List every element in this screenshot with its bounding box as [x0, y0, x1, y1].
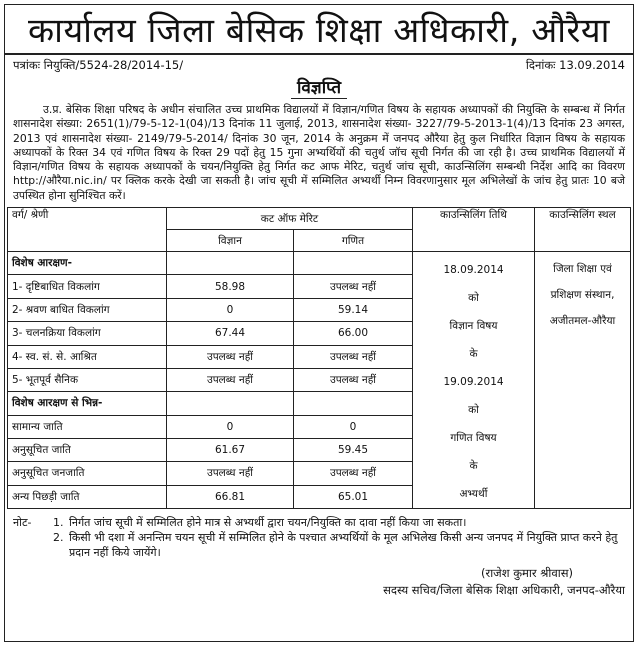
cutoff-table: [7, 207, 631, 509]
note-number: 2.: [53, 531, 64, 545]
row-ganit: उपलब्ध नहीं: [294, 462, 413, 485]
row-vigyan: 61.67: [167, 438, 294, 461]
notice-document: [4, 4, 634, 642]
row-category: 1- दृष्टिबाधित विकलांग: [8, 275, 167, 298]
counselling-date-line: 19.09.2014: [443, 376, 504, 389]
counselling-date-line: को: [468, 404, 479, 417]
header-ganit: गणित: [294, 230, 413, 252]
reference-number: पत्रांकः नियुक्ति/5524-28/2014-15/: [13, 58, 184, 72]
counselling-date-line: विज्ञान विषय: [449, 320, 498, 333]
row-ganit: उपलब्ध नहीं: [294, 275, 413, 298]
office-header: [5, 5, 633, 55]
row-category: विशेष आरक्षण से भिन्न-: [8, 392, 167, 415]
row-category: 5- भूतपूर्व सैनिक: [8, 368, 167, 391]
header-category: वर्ग/ श्रेणी: [8, 208, 167, 252]
counselling-place-line: प्रशिक्षण संस्थान,: [550, 289, 615, 302]
row-category: अनुसूचित जाति: [8, 438, 167, 461]
counselling-date-line: अभ्यर्थी: [459, 488, 488, 501]
row-ganit: 59.14: [294, 298, 413, 321]
signatory-designation: सदस्य सचिव/जिला बेसिक शिक्षा अधिकारी, जनपद-औरैया: [383, 583, 625, 598]
row-vigyan: 58.98: [167, 275, 294, 298]
counselling-date-line: के: [469, 348, 478, 361]
row-ganit: [294, 392, 413, 415]
counselling-date-cell: [413, 252, 535, 509]
header-vigyan: विज्ञान: [167, 230, 294, 252]
notes-label: नोट-: [13, 516, 32, 530]
counselling-date-line: को: [468, 292, 479, 305]
row-category: अनुसूचित जनजाति: [8, 462, 167, 485]
row-vigyan: 0: [167, 298, 294, 321]
row-vigyan: उपलब्ध नहीं: [167, 345, 294, 368]
row-ganit: 65.01: [294, 485, 413, 508]
row-ganit: उपलब्ध नहीं: [294, 345, 413, 368]
row-category: अन्य पिछड़ी जाति: [8, 485, 167, 508]
row-vigyan: [167, 392, 294, 415]
reference-line: [5, 55, 633, 73]
notes-section: [5, 509, 633, 560]
note-item: [13, 530, 625, 560]
note-item: [13, 515, 625, 530]
row-category: 3- चलनक्रिया विकलांग: [8, 322, 167, 345]
row-ganit: 66.00: [294, 322, 413, 345]
office-title: कार्यालय जिला बेसिक शिक्षा अधिकारी, औरैया: [28, 11, 610, 51]
cutoff-table-wrapper: [5, 207, 633, 509]
reference-date: दिनांकः 13.09.2014: [525, 58, 625, 72]
notice-title: विज्ञप्ति: [291, 75, 347, 99]
notice-heading: [5, 75, 633, 99]
table-row: [8, 252, 631, 275]
counselling-place-line: अजीतमल-औरैया: [549, 315, 616, 328]
counselling-date-line: के: [469, 460, 478, 473]
row-vigyan: उपलब्ध नहीं: [167, 368, 294, 391]
note-number: 1.: [53, 516, 64, 530]
table-header-row: [8, 208, 631, 230]
note-text: किसी भी दशा में अनन्तिम चयन सूची में सम्मिलित होने के पश्चात अभ्यर्थियों के मूल अभिलेख किसी अन्य जनपद में नियुक्ति प्राप्त करने हेतु प्रदान नहीं किये जायेंगे।: [69, 531, 618, 560]
row-vigyan: [167, 252, 294, 275]
header-counselling-date: काउन्सिलिंग तिथि: [413, 208, 535, 252]
row-ganit: 59.45: [294, 438, 413, 461]
row-category: सामान्य जाति: [8, 415, 167, 438]
row-vigyan: 66.81: [167, 485, 294, 508]
row-category: विशेष आरक्षण-: [8, 252, 167, 275]
header-counselling-place: काउन्सिलिंग स्थल: [535, 208, 631, 252]
row-vigyan: 0: [167, 415, 294, 438]
note-text: निर्गत जांच सूची में सम्मिलित होने मात्र से अभ्यर्थी द्वारा चयन/नियुक्ति का दावा नहीं किया जा सकता।: [69, 516, 467, 530]
row-category: 2- श्रवण बाधित विकलांग: [8, 298, 167, 321]
row-vigyan: 67.44: [167, 322, 294, 345]
notice-body: उ.प्र. बेसिक शिक्षा परिषद के अधीन संचालित उच्च प्राथमिक विद्यालयों में विज्ञान/गणित विषय के सहायक अध्यापकों की नियुक्ति के सम्बन्ध में निर्गत शासनादेश संख्या: 2651(1)/79-5-12-1(04)/13 दिनांक 11 जुलाई, 2013, शासनादेश संख्या- 3227/79-5-2013-1(4)/13 दिनांक 23 अगस्त, 2013 एवं शासनादेश संख्या- 2149/79-5-2014/ दिनांक 30 जून, 2014 के अनुक्रम में जनपद औरैया हेतु कुल निर्धारित विज्ञान विषय के सहायक अध्यापकों के रिक्त 34 एवं गणित विषय के रिक्त 29 पदों हेतु 15 गुना अभ्यर्थियों की चतुर्थ जॉच सूची निर्गत की जा रही है। उच्च प्राथमिक विद्यालयों में विज्ञान/गणित विषय के सहायक अध्यापकों के चयन/नियुक्ति हेतु निर्गत कट आफ मेरिट, चतुर्थ जांच सूची, काउन्सिलिंग सम्बन्धी निर्देश आदि का विवरण http://औरैया.nic.in/ पर क्लिक करके देखी जा सकती है। जांच सूची में सम्मिलित अभ्यर्थी निम्न विवरणानुसार मूल अभिलेखों के जांच हेतु प्रातः 10 बजे उपस्थित होना सुनिश्चित करें।: [13, 103, 625, 202]
counselling-date-line: 18.09.2014: [443, 264, 504, 277]
row-ganit: उपलब्ध नहीं: [294, 368, 413, 391]
row-ganit: [294, 252, 413, 275]
header-cutoff: कट ऑफ मेरिट: [167, 208, 413, 230]
signatory-name: (राजेश कुमार श्रीवास): [481, 566, 573, 581]
counselling-place-line: जिला शिक्षा एवं: [553, 263, 612, 276]
row-ganit: 0: [294, 415, 413, 438]
row-vigyan: उपलब्ध नहीं: [167, 462, 294, 485]
counselling-date-line: गणित विषय: [450, 432, 497, 445]
row-category: 4- स्व. सं. से. आश्रित: [8, 345, 167, 368]
counselling-place-cell: [535, 252, 631, 509]
